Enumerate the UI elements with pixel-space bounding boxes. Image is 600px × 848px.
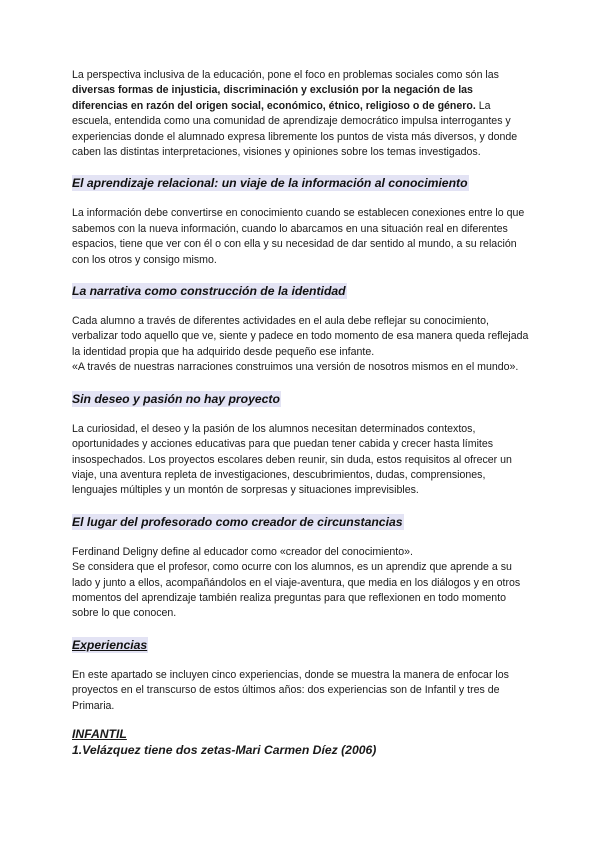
infantil-heading: INFANTIL	[72, 726, 127, 741]
intro-text-1: La perspectiva inclusiva de la educación, pone el foco en problemas sociales como són las	[72, 69, 499, 81]
infantil-block	[72, 726, 530, 759]
section-heading: Sin deseo y pasión no hay proyecto	[72, 391, 280, 406]
section-heading: Experiencias	[72, 637, 148, 652]
infantil-subheading: 1.Velázquez tiene dos zetas-Mari Carmen Díez (2006)	[72, 742, 377, 757]
section-profesorado	[72, 514, 530, 622]
section-paragraph: Cada alumno a través de diferentes actividades en el aula debe reflejar su conocimiento, verbalizar todo aquello que ve, siente y padece en todo momento de esa manera queda reflejada la identidad propia que ha adquirido desde pequeño ese infante.	[72, 315, 529, 358]
intro-text-2: La escuela, entendida como una comunidad de aprendizaje democrático impulsa interrogantes y experiencias donde el alumnado expresa libremente los puntos de vista más diversos, y donde caben las distintas interpretaciones, visiones y opiniones sobre los temas investigados.	[72, 99, 518, 159]
intro-bold-text: diversas formas de injusticia, discriminación y exclusión por la negación de las diferencias en razón del origen social, económico, étnico, religioso o de género.	[72, 84, 476, 112]
section-aprendizaje-relacional	[72, 175, 530, 268]
intro-paragraph	[72, 68, 530, 160]
document-page	[72, 68, 530, 759]
section-heading: La narrativa como construcción de la identidad	[72, 284, 346, 299]
section-heading: El aprendizaje relacional: un viaje de la información al conocimiento	[72, 176, 468, 191]
section-paragraph: La curiosidad, el deseo y la pasión de los alumnos necesitan determinados contextos, oportunidades y acciones educativas para que puedan tener cabida y crecer hasta límites insospechados. Los proyectos escolares deben reunir, sin duda, estos requisitos al ofrecer un viaje, una aventura repleta de investigaciones, descubrimientos, dudas, comprensiones, lenguajes múltiples y un montón de sorpresas y situaciones imprevisibles.	[72, 422, 512, 497]
section-narrativa	[72, 283, 530, 376]
section-experiencias	[72, 637, 530, 714]
section-heading: El lugar del profesorado como creador de circunstancias	[72, 514, 403, 529]
section-paragraph: «A través de nuestras narraciones construimos una versión de nosotros mismos en el mundo».	[72, 361, 519, 374]
section-deseo-pasion	[72, 391, 530, 499]
section-paragraph: La información debe convertirse en conocimiento cuando se establecen conexiones entre lo que sabemos con la nueva información, cuando lo abarcamos en una situación real en diferentes espacios, tiene que ver con él o con ella y su necesidad de dar sentido al mundo, a su relación con los otros y consigo mismo.	[72, 207, 525, 266]
section-paragraph: Se considera que el profesor, como ocurre con los alumnos, es un aprendiz que aprende a su lado y junto a ellos, acompañándolos en el viaje-aventura, que media en los diálogos y en otros momentos del aprendizaje también realiza preguntas para que reflexionen en todo momento sobre lo que conocen.	[72, 561, 521, 620]
section-paragraph: En este apartado se incluyen cinco experiencias, donde se muestra la manera de enfocar los proyectos en el transcurso de estos últimos años: dos experiencias son de Infantil y tres de Primaria.	[72, 668, 509, 712]
section-paragraph: Ferdinand Deligny define al educador como «creador del conocimiento».	[72, 545, 413, 558]
